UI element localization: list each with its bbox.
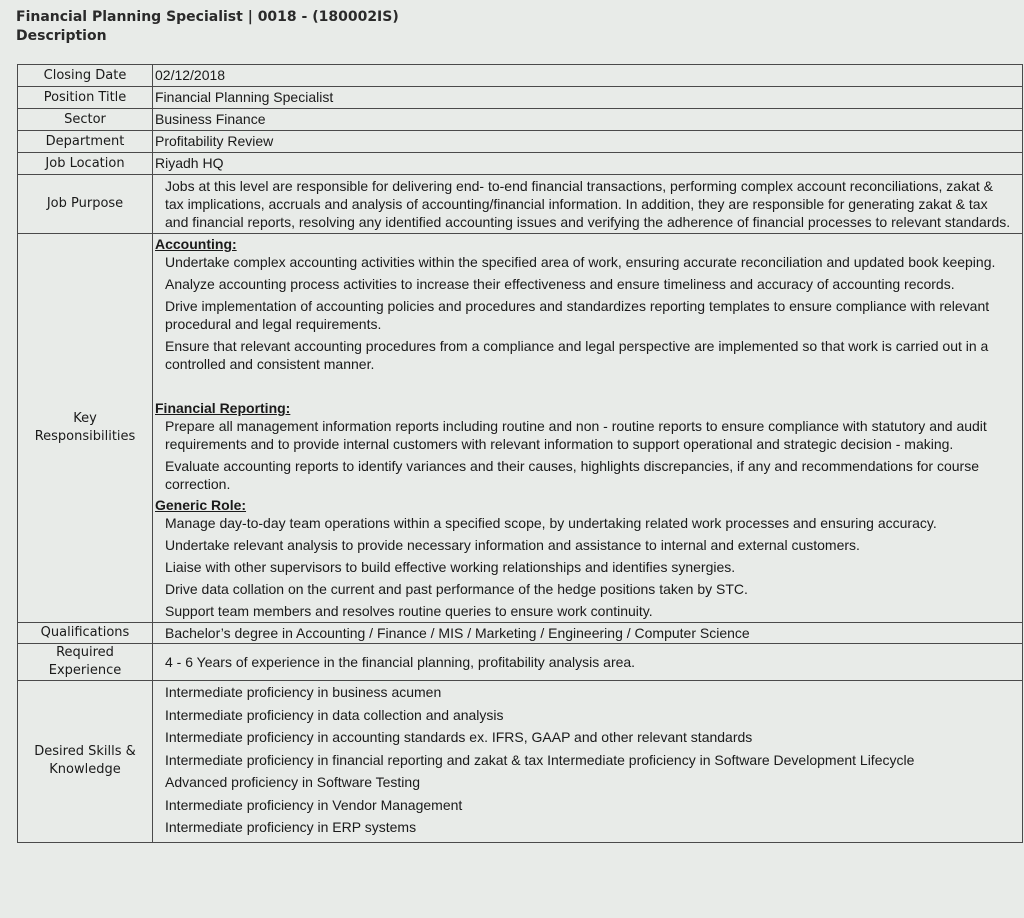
row-qualifications [18,623,1023,644]
sector-value: Business Finance [153,109,1023,131]
job-location-label: Job Location [18,153,153,175]
job-purpose-text: Jobs at this level are responsible for delivering end- to-end financial transactions, performing complex account reconciliations, zakat & tax implications, accruals and analysis of accounting/financial information. In addition, they are responsible for generating zakat & tax and financial reports, resolving any identified accounting issues and verifying the adherence of financial processes to relevant standards. [165,178,1011,230]
list-item: Support team members and resolves routine queries to ensure work continuity. [165,603,653,619]
qualifications-label: Qualifications [18,623,153,644]
list-item: Undertake relevant analysis to provide necessary information and assistance to internal and external customers. [165,537,860,553]
page-subtitle: Description [16,28,107,44]
list-item: Drive implementation of accounting policies and procedures and standardizes reporting templates to ensure compliance with relevant procedural and legal requirements. [165,298,990,332]
list-item: Intermediate proficiency in business acumen [165,684,442,700]
list-item: Undertake complex accounting activities within the specified area of work, ensuring accurate reconciliation and updated book keeping. [165,254,996,270]
position-title-label: Position Title [18,87,153,109]
required-experience-value: 4 - 6 Years of experience in the financial planning, profitability analysis area. [165,654,636,670]
desired-skills-label: Desired Skills & Knowledge [18,681,153,843]
key-responsibilities-content [153,234,1023,623]
list-item: Intermediate proficiency in Vendor Management [165,796,463,813]
department-label: Department [18,131,153,153]
department-value: Profitability Review [153,131,1023,153]
page-title: Financial Planning Specialist | 0018 - (180002IS) [16,9,399,25]
sector-label: Sector [18,109,153,131]
list-item: Liaise with other supervisors to build effective working relationships and identifies synergies. [165,559,736,575]
section-heading-financial-reporting: Financial Reporting: [155,400,291,416]
required-experience-label: Required Experience [18,644,153,681]
list-item: Intermediate proficiency in financial reporting and zakat & tax Intermediate proficiency in Software Development Lifecycle [165,751,915,768]
list-item: Intermediate proficiency in accounting standards ex. IFRS, GAAP and other relevant standards [165,729,753,745]
row-desired-skills [18,681,1023,843]
row-job-purpose [18,175,1023,234]
key-responsibilities-label: Key Responsibilities [18,234,153,623]
list-item: Intermediate proficiency in data collection and analysis [165,706,504,723]
list-item: Evaluate accounting reports to identify variances and their causes, highlights discrepancies, if any and recommendations for course correction. [165,458,980,492]
row-position-title [18,87,1023,109]
row-job-location [18,153,1023,175]
list-item: Manage day-to-day team operations within a specified scope, by undertaking related work processes and ensuring accuracy. [165,515,937,531]
list-item: Analyze accounting process activities to increase their effectiveness and ensure timeliness and accuracy of accounting records. [165,276,955,292]
job-location-value: Riyadh HQ [153,153,1023,175]
section-heading-accounting: Accounting: [155,236,237,252]
list-item: Intermediate proficiency in ERP systems [165,819,417,835]
row-closing-date [18,65,1023,87]
position-title-value: Financial Planning Specialist [153,87,1023,109]
list-item: Drive data collation on the current and past performance of the hedge positions taken by STC. [165,581,748,597]
section-heading-generic-role: Generic Role: [155,497,247,513]
row-sector [18,109,1023,131]
qualifications-value: Bachelor’s degree in Accounting / Finance / MIS / Marketing / Engineering / Computer Science [165,625,750,641]
list-item: Advanced proficiency in Software Testing [165,774,420,790]
closing-date-value: 02/12/2018 [153,65,1023,87]
job-purpose-label: Job Purpose [18,175,153,234]
row-department [18,131,1023,153]
row-key-responsibilities [18,234,1023,623]
closing-date-label: Closing Date [18,65,153,87]
list-item: Ensure that relevant accounting procedures from a compliance and legal perspective are implemented so that work is carried out in a controlled and consistent manner. [165,338,989,372]
page-header [16,8,399,46]
list-item: Prepare all management information reports including routine and non - routine reports to ensure compliance with statutory and audit requirements and to provide internal customers with relevant information to support operational and strategic decision - making. [165,418,987,452]
row-required-experience [18,644,1023,681]
job-description-table [17,64,1023,843]
